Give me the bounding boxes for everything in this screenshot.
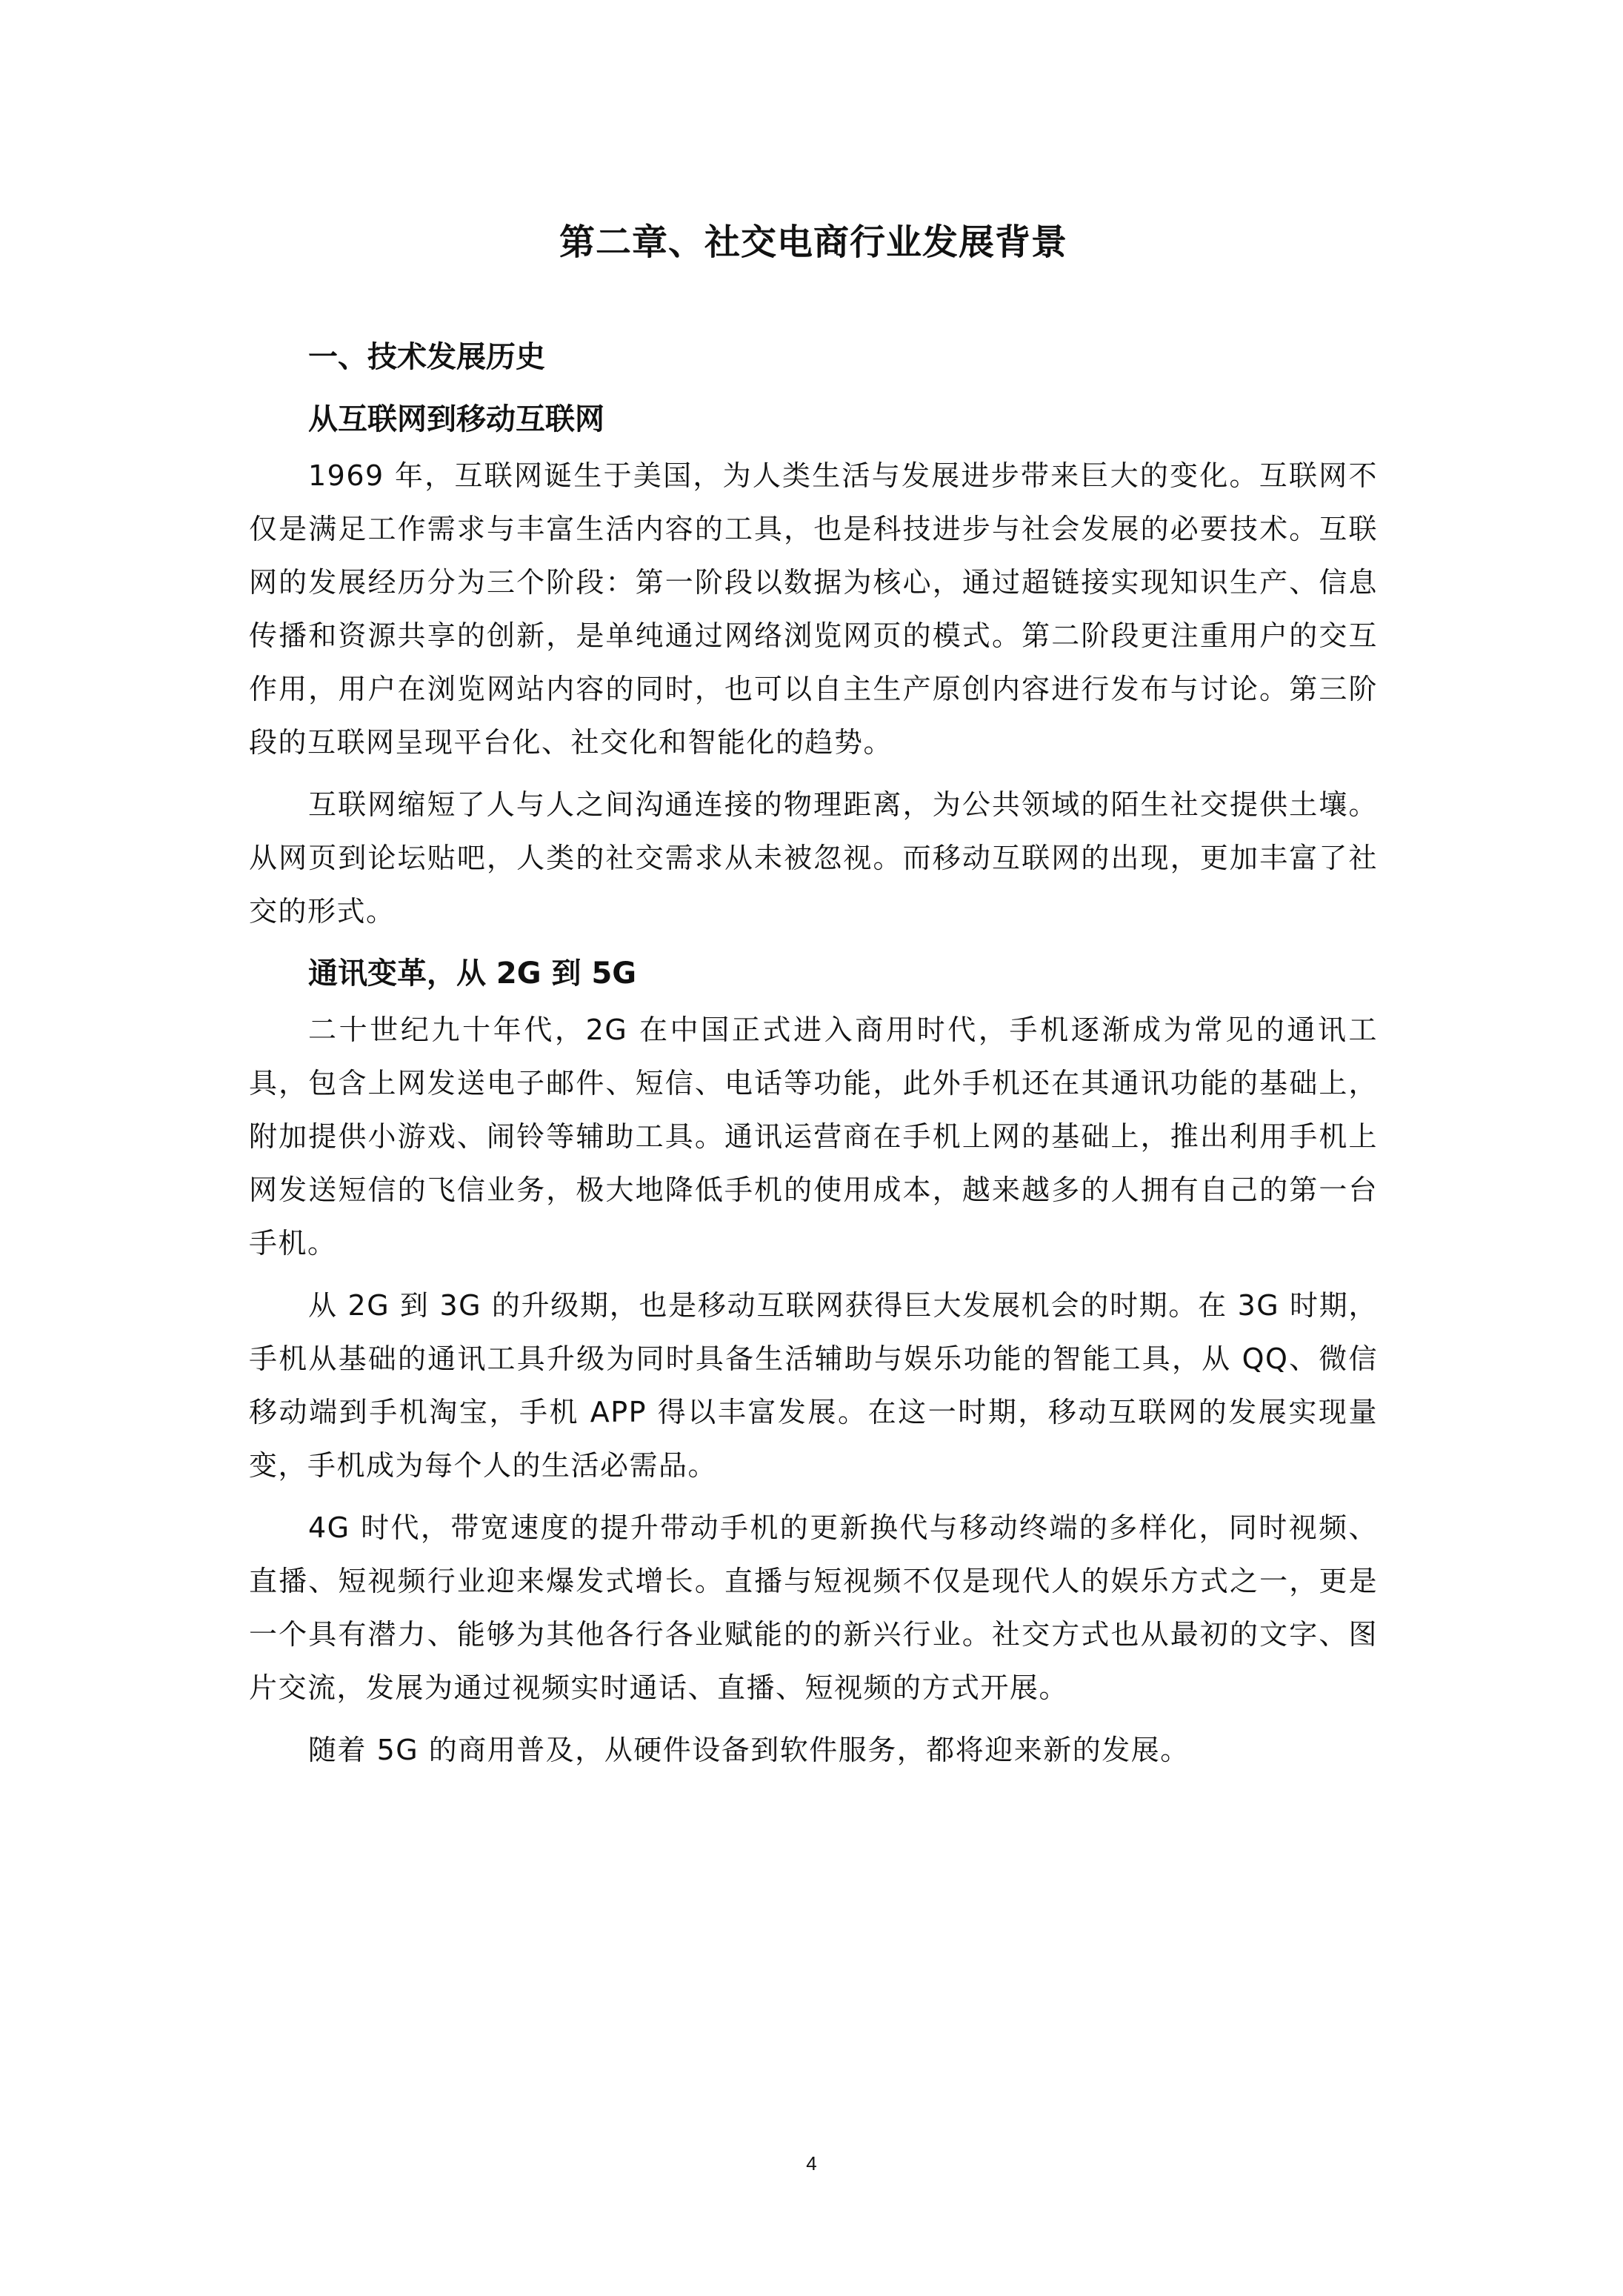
- paragraph: 互联网缩短了人与人之间沟通连接的物理距离，为公共领域的陌生社交提供土壤。从网页到论坛贴吧，人类的社交需求从未被忽视。而移动互联网的出现，更加丰富了社交的形式。: [249, 788, 1378, 928]
- section-heading-tech-history: 一、技术发展历史: [308, 340, 545, 374]
- subheading-internet-to-mobile: 从互联网到移动互联网: [308, 402, 604, 436]
- paragraph: 随着 5G 的商用普及，从硬件设备到软件服务，都将迎来新的发展。: [308, 1734, 1190, 1766]
- paragraph: 1969 年，互联网诞生于美国，为人类生活与发展进步带来巨大的变化。互联网不仅是满足工作需求与丰富生活内容的工具，也是科技进步与社会发展的必要技术。互联网的发展经历分为三个阶段：第一阶段以数据为核心，通过超链接实现知识生产、信息传播和资源共享的创新，是单纯通过网络浏览网页的模式。第二阶段更注重用户的交互作用，用户在浏览网站内容的同时，也可以自主生产原创内容进行发布与讨论。第三阶段的互联网呈现平台化、社交化和智能化的趋势。: [249, 459, 1378, 759]
- paragraph: 4G 时代，带宽速度的提升带动手机的更新换代与移动终端的多样化，同时视频、直播、短视频行业迎来爆发式增长。直播与短视频不仅是现代人的娱乐方式之一，更是一个具有潜力、能够为其他各行各业赋能的的新兴行业。社交方式也从最初的文字、图片交流，发展为通过视频实时通话、直播、短视频的方式开展。: [249, 1511, 1378, 1704]
- paragraph: 二十世纪九十年代，2G 在中国正式进入商用时代，手机逐渐成为常见的通讯工具，包含上网发送电子邮件、短信、电话等功能，此外手机还在其通讯功能的基础上，附加提供小游戏、闹铃等辅助工具。通讯运营商在手机上网的基础上，推出利用手机上网发送短信的飞信业务，极大地降低手机的使用成本，越来越多的人拥有自己的第一台手机。: [249, 1014, 1378, 1260]
- chapter-title: 第二章、社交电商行业发展背景: [559, 222, 1067, 263]
- page-number: 4: [806, 2152, 817, 2174]
- page-content: [249, 209, 1378, 1777]
- subheading-2g-to-5g: 通讯变革，从 2G 到 5G: [308, 956, 637, 991]
- paragraph: 从 2G 到 3G 的升级期，也是移动互联网获得巨大发展机会的时期。在 3G 时期，手机从基础的通讯工具升级为同时具备生活辅助与娱乐功能的智能工具，从 QQ、微信移动端到手机淘宝，手机 APP 得以丰富发展。在这一时期，移动互联网的发展实现量变，手机成为每个人的生活必需品。: [249, 1289, 1378, 1482]
